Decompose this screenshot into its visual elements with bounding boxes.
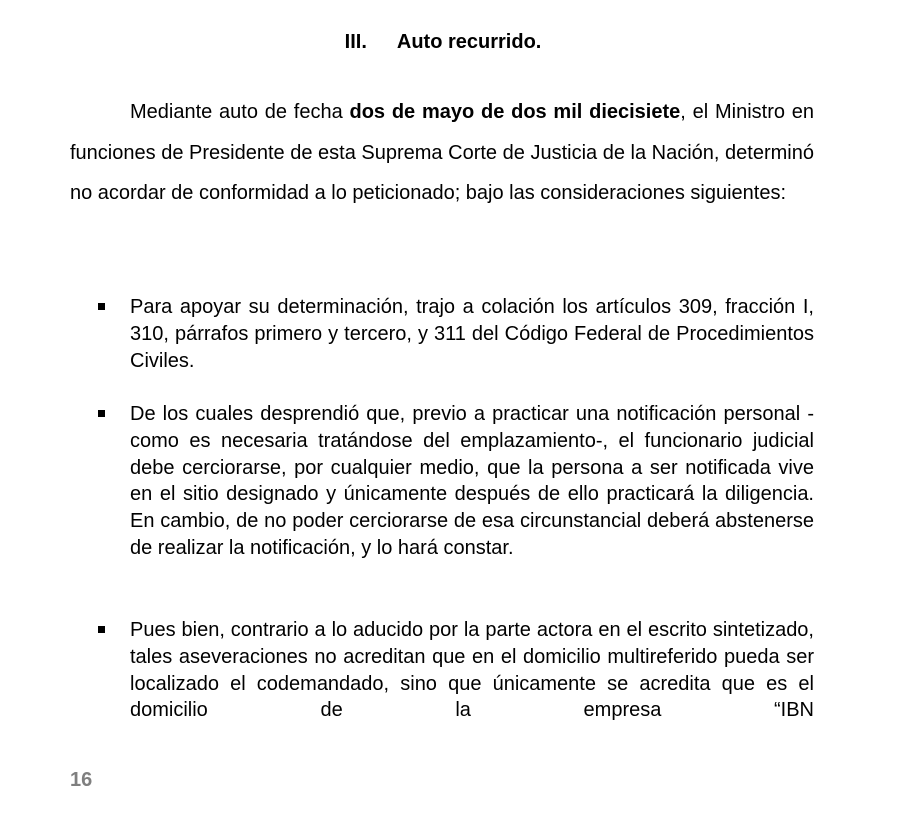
square-bullet-icon xyxy=(98,303,105,310)
bullet-text-1: Para apoyar su determinación, trajo a colación los artículos 309, fracción I, 310, párrafos primero y tercero, y 311 del Código Federal de Procedimientos Civiles. xyxy=(130,296,814,372)
section-heading xyxy=(0,30,886,54)
bullet-text-2: De los cuales desprendió que, previo a practicar una notificación personal -como es necesaria tratándose del emplazamiento-, el funcionario judicial debe cerciorarse, por cualquier medio, que la persona a ser notificada vive en el sitio designado y únicamente después de ello practicará la diligencia. En cambio, de no poder cerciorarse de esa circunstancial deberá abstenerse de realizar la notificación, y lo hará constar. xyxy=(130,403,814,559)
bullet-item-1 xyxy=(98,294,814,374)
bullet-text-3: Pues bien, contrario a lo aducido por la parte actora en el escrito sintetizado, tales aseveraciones no acreditan que en el domicilio multireferido pueda ser localizado el codemandado, sino que únicamente se acredita que es el domicilio de la empresa “IBN xyxy=(130,619,814,722)
bullet-item-3 xyxy=(98,617,814,724)
section-number: III. xyxy=(344,31,367,53)
page-number: 16 xyxy=(70,769,93,791)
intro-text-after: , el Ministro en funciones de Presidente de esta Suprema Corte de Justicia de la Nación, determinó no acordar de conformidad a lo peticionado; bajo las consideraciones siguientes: xyxy=(70,101,814,204)
intro-text-before: Mediante auto de fecha xyxy=(130,101,350,123)
square-bullet-icon xyxy=(98,410,105,417)
section-title: Auto recurrido. xyxy=(396,31,542,53)
square-bullet-icon xyxy=(98,626,105,633)
intro-paragraph xyxy=(70,92,814,214)
bullet-item-2 xyxy=(98,401,814,562)
intro-date-bold: dos de mayo de dos mil diecisiete xyxy=(349,101,681,123)
